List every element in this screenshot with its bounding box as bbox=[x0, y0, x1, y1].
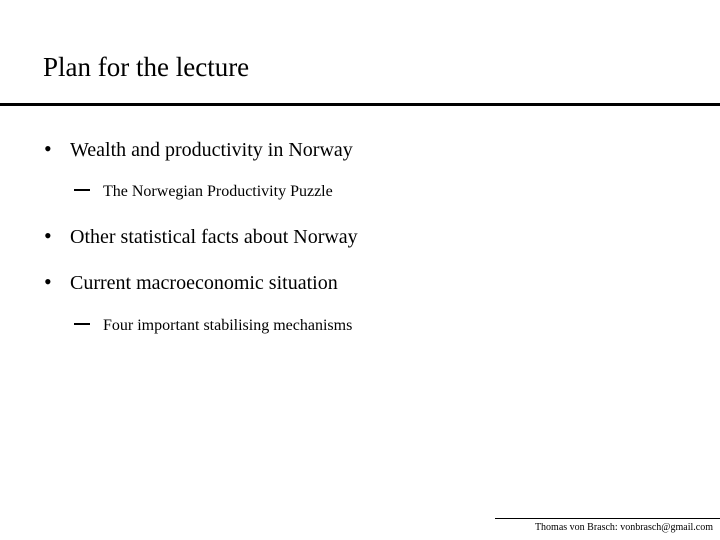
bullet-point-icon: • bbox=[44, 269, 52, 294]
bullet-point-icon: • bbox=[44, 223, 52, 248]
bullet-item-statistical-facts: Other statistical facts about Norway bbox=[70, 226, 358, 248]
footer-divider bbox=[495, 518, 720, 519]
sub-bullet-productivity-puzzle: The Norwegian Productivity Puzzle bbox=[103, 183, 333, 200]
sub-bullet-stabilising-mechanisms: Four important stabilising mechanisms bbox=[103, 317, 353, 334]
sub-bullet-dash-icon bbox=[74, 189, 90, 191]
bullet-item-wealth: Wealth and productivity in Norway bbox=[70, 139, 353, 161]
bullet-point-icon: • bbox=[44, 136, 52, 161]
footer-author-email: Thomas von Brasch: vonbrasch@gmail.com bbox=[534, 522, 713, 533]
title-divider bbox=[0, 103, 720, 106]
slide-title: Plan for the lecture bbox=[43, 52, 250, 82]
bullet-item-macroeconomic: Current macroeconomic situation bbox=[70, 272, 338, 294]
sub-bullet-dash-icon bbox=[74, 323, 90, 325]
